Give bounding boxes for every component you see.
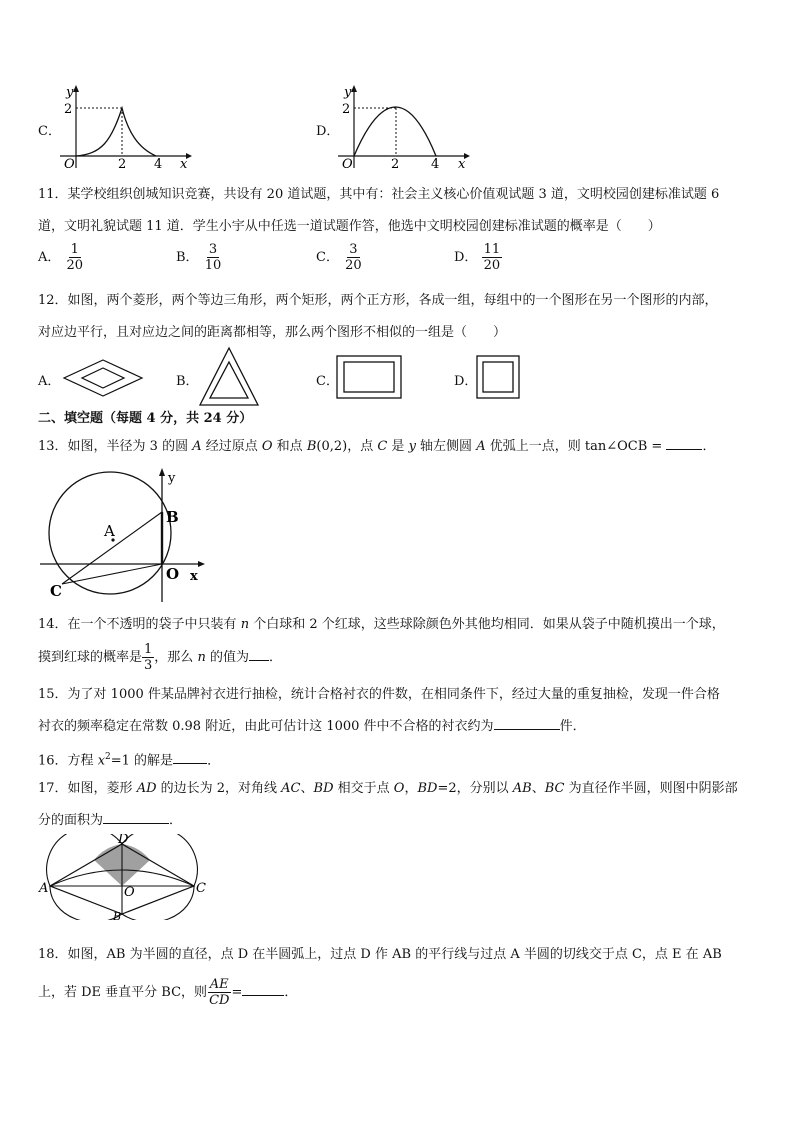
q12-text-line1: 12．如图，两个菱形，两个等边三角形，两个矩形，两个正方形，各成一组，每组中的一个图形在另一个图形的内部，	[38, 293, 718, 308]
q10-option-c-label: C．	[38, 124, 61, 139]
q10-graph-d	[334, 84, 474, 170]
point-b-label: B	[113, 910, 122, 920]
answer-blank[interactable]	[242, 995, 284, 996]
point-c-label: C	[50, 582, 62, 600]
q12-triangle-figure	[198, 346, 260, 408]
y-label: y	[66, 85, 74, 100]
answer-blank[interactable]	[173, 763, 207, 764]
option-label: A．	[38, 250, 61, 265]
curve	[354, 107, 436, 156]
q12-rectangle-figure	[336, 355, 402, 399]
q14-text-line2: 摸到红球的概率是 $\frac{1}{3}$ ，那么 n 的值为 ．	[38, 642, 282, 673]
x-tick-4: 4	[154, 157, 163, 170]
answer-blank[interactable]	[103, 823, 169, 824]
q12-square-figure	[476, 355, 520, 399]
y-label: y	[344, 85, 352, 100]
x-tick-4: 4	[431, 157, 440, 170]
q12-option-d-label[interactable]: D．	[454, 374, 478, 389]
fraction: $\frac{3}{20}$	[345, 242, 362, 273]
q16-text: 16．方程 $x^2=1$ 的解是 ．	[38, 752, 221, 769]
q12-text-line2: 对应边平行，且对应边之间的距离都相等，那么两个图形不相似的一组是（ ）	[38, 325, 507, 340]
fraction: $\frac{AE}{CD}$	[209, 977, 230, 1008]
point-d-label: D	[118, 834, 129, 847]
q12-option-a-label[interactable]: A．	[38, 374, 61, 389]
y-tick-2: 2	[64, 102, 73, 117]
fraction: $\frac{1}{20}$	[66, 242, 84, 273]
q14-text-line1: 14．在一个不透明的袋子中只装有 n 个白球和 2 个红球，这些球除颜色外其他均相同．如果从袋子中随机摸出一个球，	[38, 617, 725, 632]
q11-text-line1: 11．某学校组织创城知识竞赛，共设有 20 道试题，其中有：社会主义核心价值观试题 3 道，文明校园创建标准试题 6	[38, 187, 720, 202]
q17-text-line2: 分的面积为 ．	[38, 813, 183, 828]
option-label: B．	[176, 250, 199, 265]
x-tick-2: 2	[391, 157, 400, 170]
q11-option-b[interactable]	[176, 242, 223, 273]
point-b-label: B	[166, 508, 179, 526]
q17-text-line1: 17．如图，菱形 AD 的边长为 2，对角线 AC、BD 相交于点 O，BD=2，分别以 AB、BC 为直径作半圆，则图中阴影部	[38, 781, 738, 796]
q10-option-d-label: D．	[316, 124, 340, 139]
q11-option-c[interactable]	[316, 242, 364, 273]
point-a-label: A	[104, 522, 115, 540]
q18-text-line2: 上，若 DE 垂直平分 BC，则 $\frac{AE}{CD}$ = ．	[38, 977, 298, 1008]
answer-blank[interactable]	[666, 449, 702, 450]
section-heading: 二、填空题（每题 4 分，共 24 分）	[38, 411, 253, 426]
x-label: x	[180, 157, 188, 170]
x-label: x	[190, 569, 198, 584]
curve	[76, 108, 156, 156]
origin-label: O	[64, 157, 75, 170]
q15-text-line1: 15．为了对 1000 件某品牌衬衣进行抽检，统计合格衬衣的件数，在相同条件下，经过大量的重复抽检，发现一件合格	[38, 687, 720, 702]
q17-figure	[38, 834, 208, 920]
q11-text-line2: 道，文明礼貌试题 11 道．学生小宇从中任选一道试题作答，他选中文明校园创建标准试题的概率是（ ）	[38, 219, 661, 234]
point-c-label: C	[196, 881, 206, 896]
fraction: $\frac{1}{3}$	[144, 642, 153, 673]
q13-figure	[38, 466, 208, 606]
y-tick-2: 2	[342, 102, 351, 117]
x-tick-2: 2	[118, 157, 127, 170]
answer-blank[interactable]	[494, 729, 560, 730]
fraction: $\frac{11}{20}$	[483, 242, 501, 273]
fraction: $\frac{3}{10}$	[204, 242, 222, 273]
q15-text-line2: 衬衣的频率稳定在常数 0.98 附近，由此可估计这 1000 件中不合格的衬衣约为 件．	[38, 719, 586, 734]
x-label: x	[458, 157, 466, 170]
q12-option-c-label[interactable]: C．	[316, 374, 339, 389]
origin-label: O	[342, 157, 353, 170]
point-a-label: A	[39, 881, 49, 896]
answer-blank[interactable]	[249, 660, 269, 661]
option-label: C．	[316, 250, 339, 265]
q11-option-d[interactable]	[454, 242, 502, 273]
q12-option-b-label[interactable]: B．	[176, 374, 199, 389]
q11-option-a[interactable]	[38, 242, 85, 273]
q12-rhombus-figure	[62, 358, 144, 398]
q18-text-line1: 18．如图，AB 为半圆的直径，点 D 在半圆弧上，过点 D 作 AB 的平行线与过点 A 半圆的切线交于点 C，点 E 在 AB	[38, 947, 722, 962]
q13-text: 13．如图，半径为 3 的圆 A 经过原点 O 和点 B(0,2)，点 C 是 y 轴左侧圆 A 优弧上一点，则 tan∠OCB = ．	[38, 439, 716, 454]
origin-label: O	[166, 565, 180, 583]
q10-graph-c	[56, 84, 196, 170]
point-o-label: O	[124, 885, 135, 900]
y-label: y	[168, 471, 176, 486]
option-label: D．	[454, 250, 478, 265]
